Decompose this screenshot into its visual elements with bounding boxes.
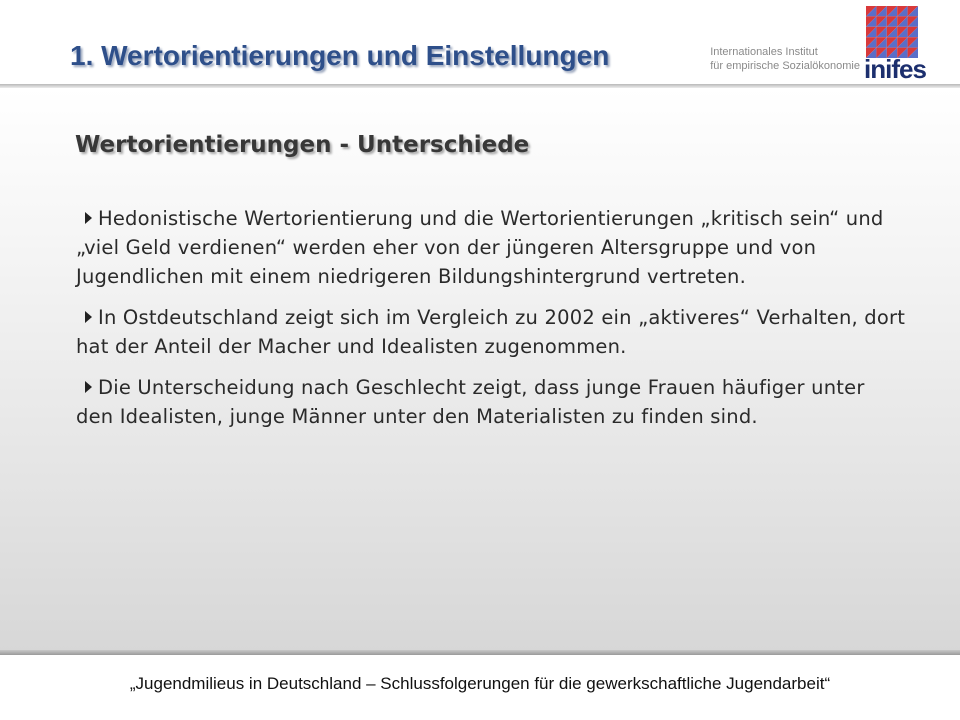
bullet-item xyxy=(76,373,906,431)
header-divider xyxy=(0,84,960,88)
section-heading: Wertorientierungen - Unterschiede xyxy=(75,132,530,158)
logo-triangle-grid xyxy=(866,6,918,58)
bullet-arrow-icon xyxy=(85,311,92,323)
bullet-item xyxy=(76,204,906,291)
footer-text: „Jugendmilieus in Deutschland – Schlussfolgerungen für die gewerkschaftliche Jugendarbeit“ xyxy=(129,674,831,693)
bullet-arrow-icon xyxy=(85,212,92,224)
page-title: 1. Wertorientierungen und Einstellungen xyxy=(70,40,610,71)
logo-text: inifes xyxy=(864,54,926,84)
bullet-text: In Ostdeutschland zeigt sich im Vergleich zu 2002 ein „aktiveres“ Verhalten, dort hat der Anteil der Macher und Idealisten zugenommen. xyxy=(76,306,906,358)
bullet-text: Hedonistische Wertorientierung und die Wertorientierungen „kritisch sein“ und „viel Geld verdienen“ werden eher von der jüngeren Altersgruppe und von Jugendlichen mit einem niedrigeren Bildungshintergrund vertreten. xyxy=(76,207,884,288)
institute-name xyxy=(710,45,860,73)
bullet-text: Die Unterscheidung nach Geschlecht zeigt, dass junge Frauen häufiger unter den Idealisten, junge Männer unter den Materialisten zu finden sind. xyxy=(76,376,865,428)
institute-line-1: Internationales Institut xyxy=(710,46,818,58)
bullet-list xyxy=(76,204,906,443)
inifes-logo xyxy=(864,6,926,84)
footer-divider xyxy=(0,650,960,655)
bullet-item xyxy=(76,303,906,361)
institute-line-2: für empirische Sozialökonomie xyxy=(710,60,860,72)
bullet-arrow-icon xyxy=(85,381,92,393)
